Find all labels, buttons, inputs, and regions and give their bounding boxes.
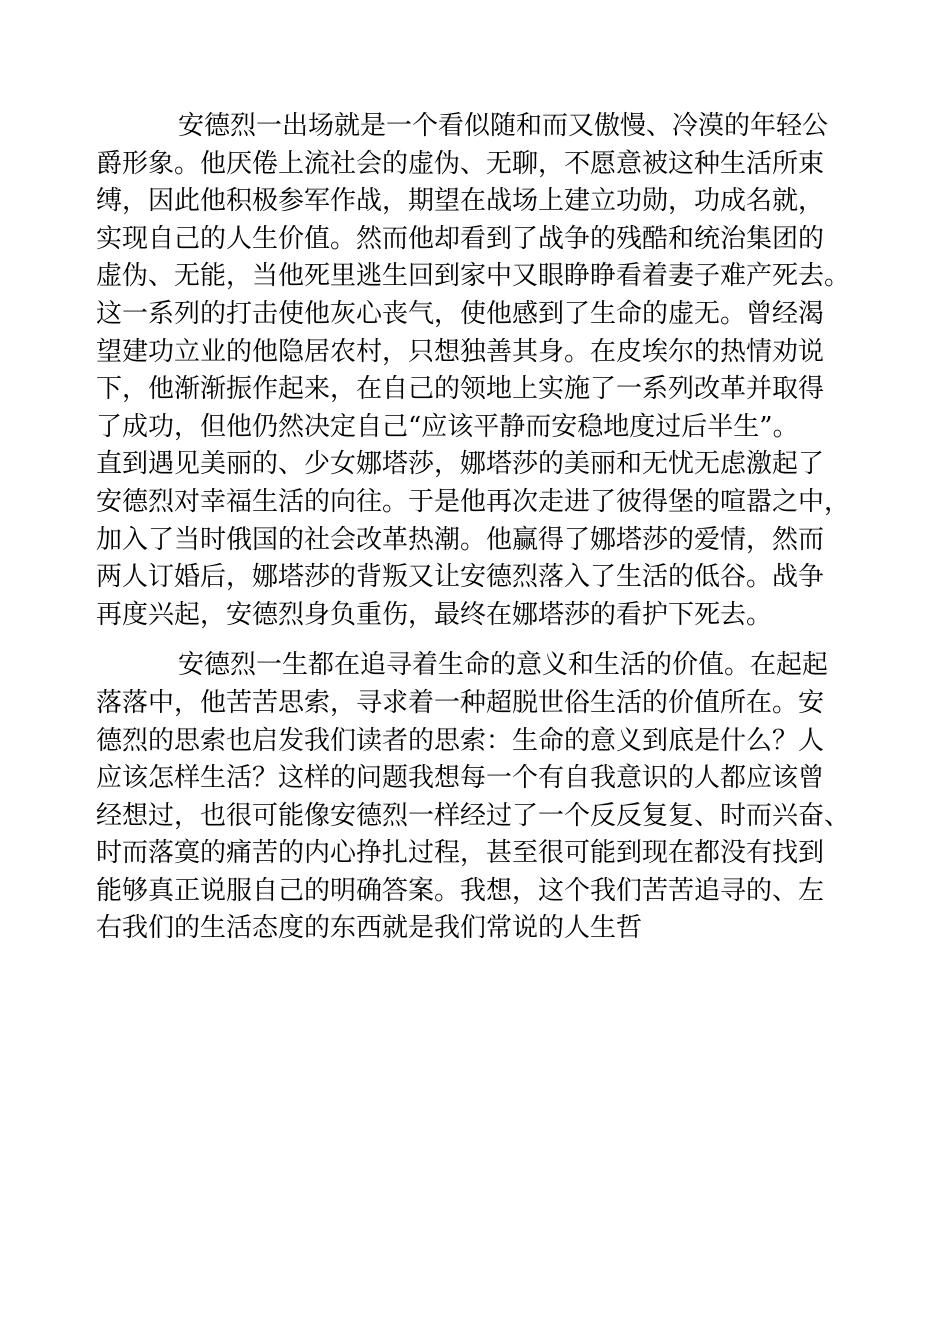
paragraph-line: 爵形象。他厌倦上流社会的虚伪、无聊，不愿意被这种生活所束 bbox=[96, 148, 825, 179]
paragraph-line: 虚伪、无能，当他死里逃生回到家中又眼睁睁看着妻子难产死去。 bbox=[96, 261, 851, 292]
paragraph-line: 能够真正说服自己的明确答案。我想，这个我们苦苦追寻的、左 bbox=[96, 875, 825, 906]
paragraph-line: 了成功，但他仍然决定自己“应该平静而安稳地度过后半生”。 bbox=[96, 411, 799, 442]
paragraph-line: 应该怎样生活？这样的问题我想每一个有自我意识的人都应该曾 bbox=[96, 763, 825, 794]
paragraph-line: 安德烈对幸福生活的向往。于是他再次走进了彼得堡的喧嚣之中， bbox=[96, 486, 851, 517]
paragraph-line: 这一系列的打击使他灰心丧气，使他感到了生命的虚无。曾经渴 bbox=[96, 298, 825, 329]
paragraph-line: 两人订婚后，娜塔莎的背叛又让安德烈落入了生活的低谷。战争 bbox=[96, 562, 825, 593]
paragraph-1 bbox=[96, 108, 876, 634]
paragraph-line: 右我们的生活态度的东西就是我们常说的人生哲 bbox=[96, 913, 643, 944]
paragraph-2 bbox=[96, 647, 876, 948]
paragraph-line: 安德烈一出场就是一个看似随和而又傲慢、冷漠的年轻公 bbox=[178, 111, 829, 141]
paragraph-line: 直到遇见美丽的、少女娜塔莎，娜塔莎的美丽和无忧无虑激起了 bbox=[96, 449, 825, 480]
paragraph-line: 安德烈一生都在追寻着生命的意义和生活的价值。在起起 bbox=[178, 650, 829, 681]
paragraph-line: 经想过，也很可能像安德烈一样经过了一个反反复复、时而兴奋、 bbox=[96, 800, 851, 831]
paragraph-line: 落落中，他苦苦思索，寻求着一种超脱世俗生活的价值所在。安 bbox=[96, 687, 825, 718]
paragraph-line: 缚，因此他积极参军作战，期望在战场上建立功勋，功成名就， bbox=[96, 186, 825, 217]
paragraph-line: 实现自己的人生价值。然而他却看到了战争的残酷和统治集团的 bbox=[96, 223, 825, 254]
body-text bbox=[96, 108, 876, 948]
paragraph-line: 望建功立业的他隐居农村，只想独善其身。在皮埃尔的热情劝说 bbox=[96, 336, 825, 367]
paragraph-line: 再度兴起，安德烈身负重伤，最终在娜塔莎的看护下死去。 bbox=[96, 599, 773, 630]
paragraph-line: 加入了当时俄国的社会改革热潮。他赢得了娜塔莎的爱情，然而 bbox=[96, 524, 825, 555]
paragraph-line: 德烈的思索也启发我们读者的思索：生命的意义到底是什么？人 bbox=[96, 725, 825, 756]
paragraph-line: 时而落寞的痛苦的内心挣扎过程，甚至很可能到现在都没有找到 bbox=[96, 838, 825, 869]
paragraph-line: 下，他渐渐振作起来，在自己的领地上实施了一系列改革并取得 bbox=[96, 374, 825, 405]
